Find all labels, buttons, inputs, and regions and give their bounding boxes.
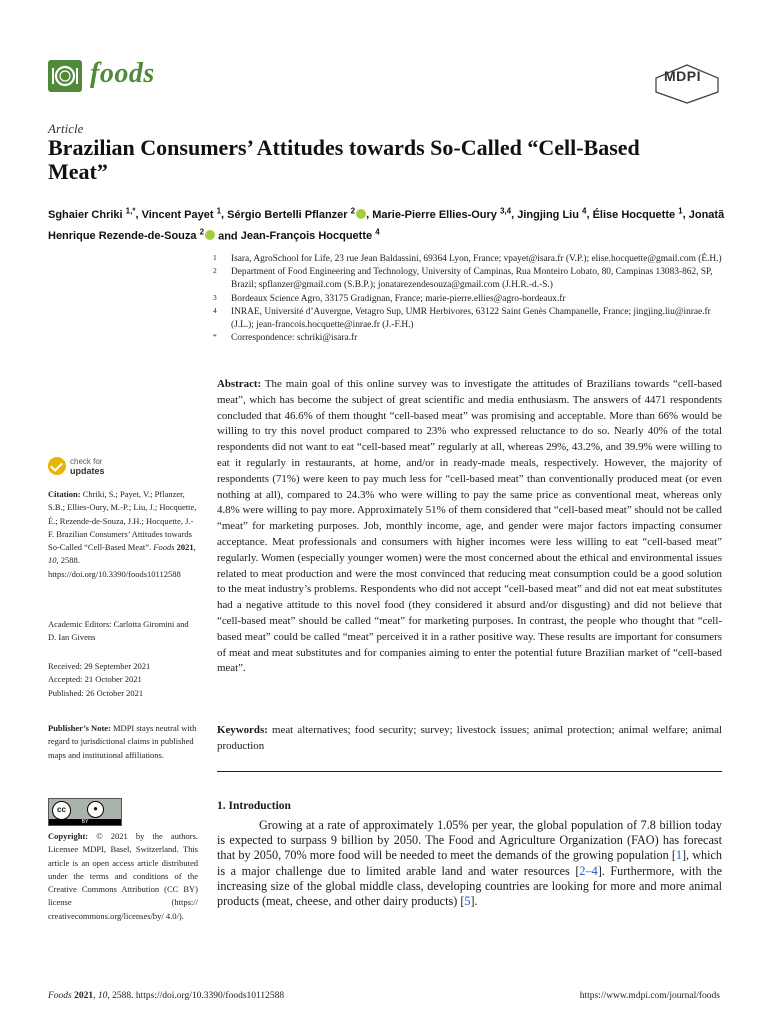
cc-icon: cc [52,801,71,820]
keywords-text: meat alternatives; food security; survey; livestock issues; animal protection; animal welfare; animal production [217,724,722,752]
introduction-paragraph [217,818,722,909]
intro-text-d: ]. [470,894,478,909]
copyright-block [48,830,198,923]
author-name[interactable]: Jonatã Henrique Rezende-de-Souza $^2$ [48,208,725,243]
citation-doi[interactable]: , 2588. https://doi.org/10.3390/foods10112588 [48,555,181,579]
citation-block: Citation: Chriki, S.; Payet, V.; Pflanzer, S.B.; Ellies-Oury, M.-P.; Liu, J.; Hocquette, É.; Rezende-de-Souza, J.H.; Hocquette, J.-F. Brazilian Consumers’ Attitudes towards So-Called “Cell-Based Meat”. Foods 2021, 10, 2588. https://doi.org/10.3390/foods10112588 [48,489,197,579]
abstract-text: The main goal of this online survey was to investigate the attitudes of Brazilians towards “cell-based meat”, which has become the subject of great scientific and media enthusiasm. The answers of 4471 respondents concluded that 46.6% of them thought “cell-based meat” was promising and acceptable. More than 66% would be willing to try this novel product compared to 23% who expressed reluctance to do so. Nearly 40% of the total respondents did not want to eat “cell-based meat” regularly at all, whereas 29%, 43.2%, and 39.9% were willing to eat it regularly in restaurants, at home, and/or in ready-made meals, respectively. However, the majority of respondents (71%) were keen to pay much less for “cell-based meat” than conventionally produced meat (or even nothing at all), compared to 24.3% who were willing to pay the same price as conventional meat, whereas only 4.8% were willing to pay more. Approximately 51% of them considered that “cell-based meat” should not be called “meat” for marketing purposes. Job, monthly income, age, and gender were major factors impacting consumer acceptance. Meat professionals and consumers with higher incomes were less willing to eat “cell-based meat” regularly. Women (especially younger women) were the most concerned about the ethical and environmental issues related to meat production and were the most convinced that reducing meat consumption could be a good solution to the meat industry’s problems. Respondents who did not accept “cell-based meat” and did not eat meat substitutes had a negative attitude to this novel food (they considered it absurd and/or disgusting) and did not believe that “cell-based meat” should be called “meat” for marketing purposes. In contrast, the people who thought that “cell-based meat” could be called “meat” perceived it in a rather positive way. These results are important for consumers of meat and meat substitutes and for companies aiming to enter the potential future Brazilian market of “cell-based meat”. [217,378,722,675]
article-title: Brazilian Consumers’ Attitudes towards So-Called “Cell-Based Meat” [48,135,640,184]
affiliation-item [213,293,728,306]
affiliation-number: 4 [213,305,217,315]
citation-text: Chriki, S.; Payet, V.; Pflanzer, S.B.; Ellies-Oury, M.-P.; Liu, J.; Hocquette, É.; Rezende-de-Souza, J.H.; Hocquette, J.-F. Brazilian Consumers’ Attitudes towards So-Called “Cell-Based Meat”. [48,489,197,553]
affiliation-number: * [213,332,217,342]
publisher-note-text: MDPI stays neutral with regard to jurisdictional claims in published maps and institutional affiliations. [48,723,197,760]
affiliation-number: 1 [213,253,217,262]
affiliation-text: INRAE, Université d’Auvergne, Vetagro Sup, UMR Herbivores, 63122 Saint Genès Champanelle, France; jingjing.liu@inrae.fr (J.L.); jean-francois.hocquette@inrae.fr (J.-F.H.) [231,306,711,331]
author-affiliation-mark: 1,* [125,206,136,215]
citation-ref-2-4[interactable]: 2–4 [579,863,598,878]
copyright-label: Copyright: [48,831,89,841]
author-name[interactable]: Jingjing Liu $^4$ [517,206,587,221]
footer-journal-url[interactable]: https://www.mdpi.com/journal/foods [579,991,720,1001]
footer-journal: Foods [48,991,72,1001]
footer-doi[interactable]: , 2588. https://doi.org/10.3390/foods10112588 [107,991,285,1001]
citation-year: 2021 [176,542,194,553]
author-name[interactable]: Élise Hocquette $^1$ [592,206,683,221]
date-published: Published: 26 October 2021 [48,687,144,698]
divider [217,771,722,772]
orcid-icon[interactable] [356,209,366,219]
intro-text-a: Growing at a rate of approximately 1.05% per year, the global population of 7.8 billion today is expected to surpass 9 billion by 2050. The Food and Agriculture Organization (FAO) has forecast that by 2050, 70% more food will be needed to meet the demands of the growing population [ [217,818,722,863]
citation-ref-5[interactable]: 5 [464,894,471,909]
copyright-text: © 2021 by the authors. Licensee MDPI, Basel, Switzerland. This article is an open access article distributed under the terms and conditions of the Creative Commons Attribution (CC BY) license (https:// creativecommons.org/licenses/by/ 4.0/). [48,831,198,921]
footer-citation: Foods 2021, 10, 2588. https://doi.org/10.3390/foods10112588 [48,991,285,1001]
article-type: Article [48,121,84,136]
author-name[interactable]: Marie-Pierre Ellies-Oury $^{3,4}$ [372,206,512,221]
author-affiliation-mark: 4 [375,227,380,237]
date-received: Received: 29 September 2021 [48,661,151,671]
abstract-label: Abstract: [217,378,262,390]
abstract [217,377,722,677]
date-accepted: Accepted: 21 October 2021 [48,674,142,685]
publisher-name: MDPI [664,68,701,84]
journal-name: foods [90,58,155,89]
section-heading: 1. Introduction [217,800,291,812]
affiliation-number: 2 [213,266,217,276]
citation-ref-1[interactable]: 1 [675,848,682,863]
affiliation-number: 3 [213,292,217,302]
academic-editors: Academic Editors: Carlotta Giromini and D. Ian Givens [48,619,189,643]
person-icon: ● [87,801,104,818]
intro-text-b: ], which is a major challenge due to limited arable land and water resources [ [217,848,722,878]
foods-logo-icon [48,60,82,92]
affiliation-text: Isara, AgroSchool for Life, 23 rue Jean Baldassini, 69364 Lyon, France; vpayet@isara.fr (V.P.); elise.hocquette@gmail.com (É.H.) [231,254,722,264]
footer-volume: 10 [97,991,108,1001]
by-label: BY [49,819,121,825]
author-affiliation-mark: 3,4 [499,206,512,215]
check-for-updates-badge[interactable] [48,455,168,483]
footer-year: 2021 [74,991,94,1001]
author-affiliation-mark: 1 [216,206,222,215]
author-name[interactable]: Vincent Payet $^1$ [141,206,222,221]
check-updates-line1: check for [70,457,103,466]
citation-volume: 10 [48,555,57,566]
affiliation-text: Correspondence: schriki@isara.fr [231,333,358,344]
affiliation-text: Department of Food Engineering and Technology, University of Campinas, Rua Monteiro Lobato, 80, Campinas 13083-862, SP, Brazil; spflanzer@gmail.com (S.B.P.); jonatarezendesouza@gmail.com (J.H.R.-d.-S.) [231,267,713,291]
orcid-icon[interactable] [205,230,215,240]
affiliations [213,253,728,345]
publisher-note [48,722,198,762]
citation-journal: Foods [153,542,175,553]
dates-block [48,660,198,700]
affiliation-item [213,253,728,266]
keywords-label: Keywords: [217,724,268,736]
author-affiliation-mark: 1 [678,206,683,215]
citation-label: Citation: [48,489,81,499]
cc-by-license-badge[interactable] [48,798,122,826]
affiliation-item [213,332,728,345]
author-affiliation-mark: 2 [350,206,356,215]
author-affiliation-mark: 2 [199,227,205,237]
affiliation-text: Bordeaux Science Agro, 33175 Gradignan, France; marie-pierre.ellies@agro-bordeaux.fr [231,293,566,304]
author-affiliation-mark: 4 [582,206,587,215]
author-name[interactable]: Sghaier Chriki $^{1,*}$ [48,206,136,221]
affiliation-item [213,266,728,292]
author-name[interactable]: Jean-François Hocquette $^4$ [240,227,380,243]
journal-logo [48,58,178,94]
publisher-note-label: Publisher’s Note: [48,723,111,733]
author-list: Sghaier Chriki $^{1,*}$, Vincent Payet $^1$, Sérgio Bertelli Pflanzer $^2$ , Marie-Pierre Ellies-Oury $^{3,4}$, Jingjing Liu $^4$, Élise Hocquette $^1$, Jonatã Henrique Rezende-de-Souza $^2$ and Jean-François Hocquette $^4$ [48,206,725,243]
intro-text-c: ]. Furthermore, with the increasing size of the global middle class, developing countries are looking for more and more animal products (meat, cheese, and other dairy products) [ [217,863,722,909]
publisher-logo [654,64,720,104]
checkmark-icon [48,457,66,475]
author-name[interactable]: Sérgio Bertelli Pflanzer $^2$ [227,209,366,221]
affiliation-item [213,306,728,332]
keywords [217,723,722,755]
check-updates-line2: updates [70,466,105,476]
